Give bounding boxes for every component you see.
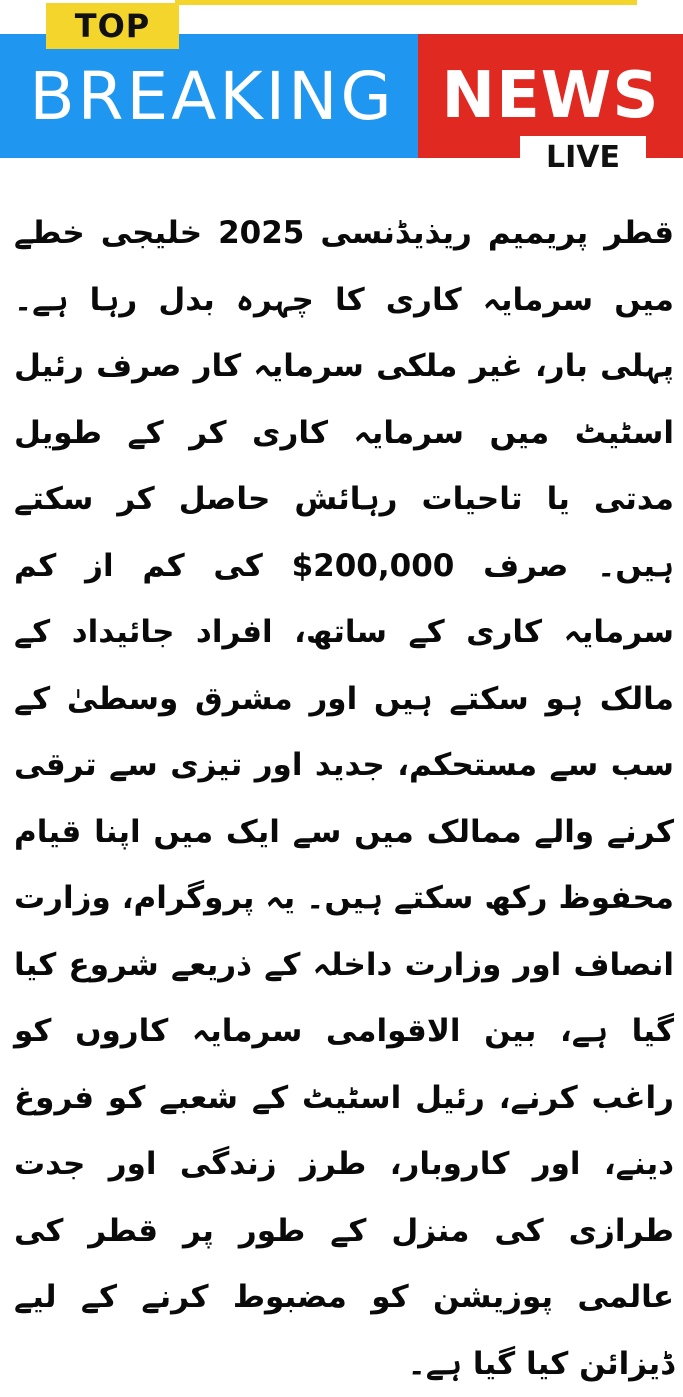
banner-accent-line <box>175 0 637 5</box>
breaking-label: BREAKING <box>29 57 395 135</box>
news-label: NEWS <box>441 59 660 133</box>
breaking-news-banner <box>0 0 683 178</box>
article-body: قطر پریمیم ریذیڈنسی 2025 خلیجی خطے میں سرمایہ کاری کا چہرہ بدل رہا ہے۔ پہلی بار، غیر ملکی سرمایہ کار صرف رئیل اسٹیٹ میں سرمایہ کاری کر کے طویل مدتی یا تاحیات رہائش حاصل کر سکتے ہیں۔ صرف 200,000$ کی کم از کم سرمایہ کاری کے ساتھ، افراد جائیداد کے مالک ہو سکتے ہیں اور مشرق وسطیٰ کے سب سے مستحکم، جدید اور تیزی سے ترقی کرنے والے ممالک میں سے ایک میں اپنا قیام محفوظ رکھ سکتے ہیں۔ یہ پروگرام، وزارت انصاف اور وزارت داخلہ کے ذریعے شروع کیا گیا ہے، بین الاقوامی سرمایہ کاروں کو راغب کرنے، رئیل اسٹیٹ کے شعبے کو فروغ دینے، اور کاروبار، طرز زندگی اور جدت طرازی کی منزل کے طور پر قطر کی عالمی پوزیشن کو مضبوط کرنے کے لیے ڈیزائن کیا گیا ہے۔ <box>14 215 675 1382</box>
breaking-block <box>0 34 418 158</box>
live-label: LIVE <box>546 139 620 175</box>
top-label: TOP <box>74 7 151 45</box>
top-tag <box>46 3 179 49</box>
live-tag <box>520 136 646 178</box>
